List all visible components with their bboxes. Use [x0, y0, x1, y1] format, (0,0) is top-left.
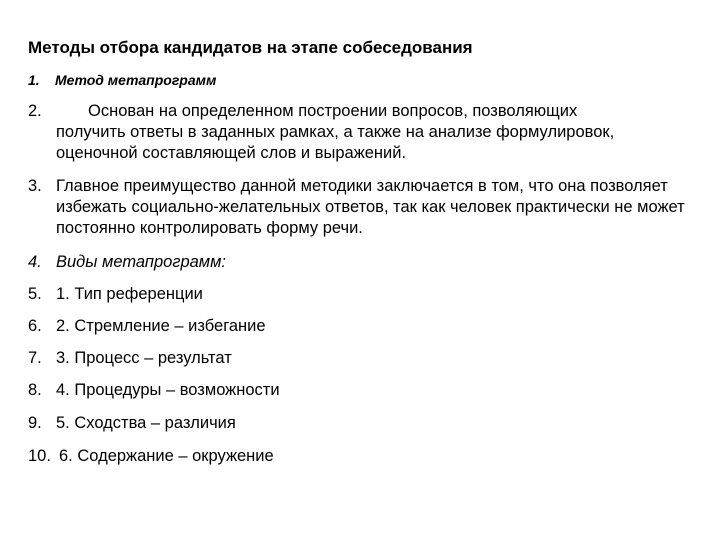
list-text: 5. Сходства – различия	[56, 414, 236, 432]
list-item-10	[28, 446, 698, 467]
list-item-1	[28, 71, 698, 89]
list-number: 6.	[28, 317, 42, 335]
list-number: 3.	[28, 177, 42, 195]
list-item-4	[28, 252, 698, 273]
list-item-5	[28, 284, 698, 305]
list-text: 1. Тип референции	[56, 285, 203, 303]
list-item-6	[28, 316, 698, 337]
list-text: 3. Процесс – результат	[56, 349, 232, 367]
list-text: Метод метапрограмм	[55, 72, 217, 88]
list-item-2	[28, 101, 648, 164]
list-number: 1.	[28, 72, 40, 88]
list-number: 2.	[28, 102, 42, 120]
list-number: 5.	[28, 285, 42, 303]
list-number: 8.	[28, 381, 42, 399]
list-text: 4. Процедуры – возможности	[56, 381, 280, 399]
list-text: 6. Содержание – окружение	[59, 447, 274, 465]
list-item-9	[28, 413, 698, 434]
list-text: Виды метапрограмм:	[56, 253, 227, 271]
list-number: 7.	[28, 349, 42, 367]
list-item-8	[28, 380, 698, 401]
list-number: 4.	[28, 253, 42, 271]
list-number: 9.	[28, 414, 42, 432]
list-text: 2. Стремление – избегание	[56, 317, 266, 335]
list-item-3	[28, 176, 688, 239]
list-number: 10.	[28, 447, 51, 465]
list-text: Главное преимущество данной методики заключается в том, что она позволяет избежать социально-желательных ответов, так как человек практически не может постоянно контролировать форму речи.	[56, 177, 685, 237]
list-item-7	[28, 348, 698, 369]
slide-title: Методы отбора кандидатов на этапе собеседования	[28, 38, 473, 57]
list-text: Основан на определенном построении вопросов, позволяющих получить ответы в заданных рамках, а также на анализе формулировок, оценочной составляющей слов и выражений.	[56, 102, 615, 162]
